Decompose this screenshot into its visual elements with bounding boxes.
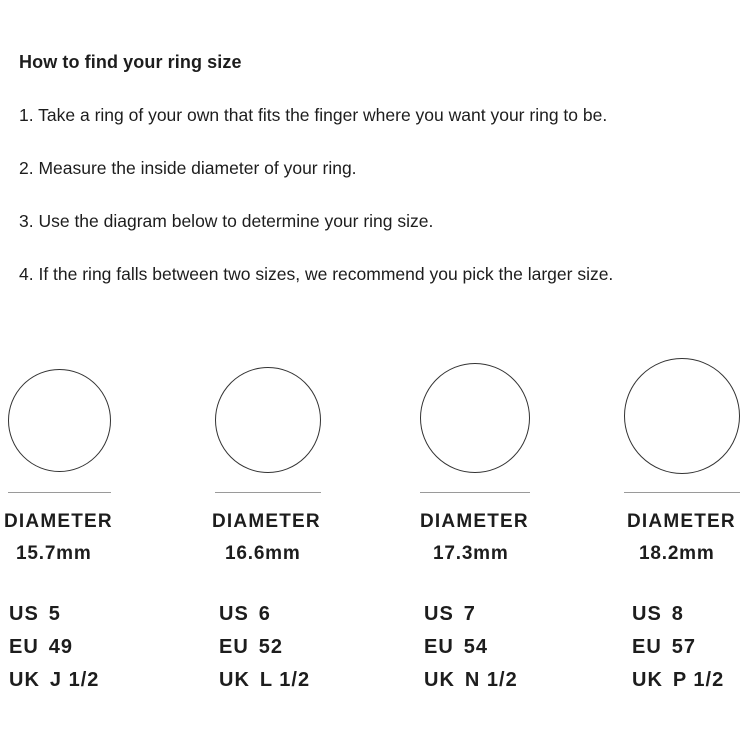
eu-size-row	[424, 636, 488, 659]
uk-value: J 1/2	[49, 669, 100, 691]
divider-line	[8, 492, 111, 493]
us-label: US	[632, 603, 662, 625]
ring-circle-16-6mm	[215, 367, 321, 473]
us-value: 5	[48, 603, 61, 625]
us-size-row	[9, 603, 61, 626]
us-value: 8	[671, 603, 684, 625]
eu-size-row	[632, 636, 696, 659]
us-size-row	[219, 603, 271, 626]
diameter-label: DIAMETER	[4, 511, 113, 532]
eu-value: 54	[463, 636, 489, 658]
eu-label: EU	[424, 636, 454, 658]
us-value: 7	[463, 603, 476, 625]
us-value: 6	[258, 603, 271, 625]
uk-value: N 1/2	[464, 669, 518, 691]
uk-size-row	[219, 669, 310, 692]
divider-line	[624, 492, 740, 493]
step-2: 2. Measure the inside diameter of your ring.	[19, 158, 357, 178]
eu-label: EU	[9, 636, 39, 658]
us-label: US	[9, 603, 39, 625]
ring-circle-17-3mm	[420, 363, 530, 473]
uk-label: UK	[9, 669, 40, 691]
uk-value: P 1/2	[672, 669, 725, 691]
diameter-label: DIAMETER	[420, 511, 529, 532]
uk-size-row	[9, 669, 99, 692]
diameter-value: 17.3mm	[433, 543, 509, 564]
eu-label: EU	[632, 636, 662, 658]
step-1: 1. Take a ring of your own that fits the finger where you want your ring to be.	[19, 105, 608, 125]
diameter-value: 16.6mm	[225, 543, 301, 564]
uk-size-row	[424, 669, 518, 692]
us-label: US	[424, 603, 454, 625]
diameter-value: 18.2mm	[639, 543, 715, 564]
us-size-row	[632, 603, 684, 626]
uk-value: L 1/2	[259, 669, 311, 691]
us-size-row	[424, 603, 476, 626]
diameter-label: DIAMETER	[627, 511, 736, 532]
ring-circle-18-2mm	[624, 358, 740, 474]
uk-label: UK	[632, 669, 663, 691]
uk-label: UK	[424, 669, 455, 691]
eu-value: 57	[671, 636, 697, 658]
divider-line	[420, 492, 530, 493]
guide-title: How to find your ring size	[19, 52, 242, 72]
diameter-value: 15.7mm	[16, 543, 92, 564]
us-label: US	[219, 603, 249, 625]
step-3: 3. Use the diagram below to determine your ring size.	[19, 211, 434, 231]
eu-size-row	[219, 636, 283, 659]
eu-size-row	[9, 636, 73, 659]
divider-line	[215, 492, 321, 493]
eu-value: 49	[48, 636, 74, 658]
uk-size-row	[632, 669, 724, 692]
ring-circle-15-7mm	[8, 369, 111, 472]
uk-label: UK	[219, 669, 250, 691]
eu-label: EU	[219, 636, 249, 658]
step-4: 4. If the ring falls between two sizes, we recommend you pick the larger size.	[19, 264, 614, 284]
eu-value: 52	[258, 636, 284, 658]
diameter-label: DIAMETER	[212, 511, 321, 532]
